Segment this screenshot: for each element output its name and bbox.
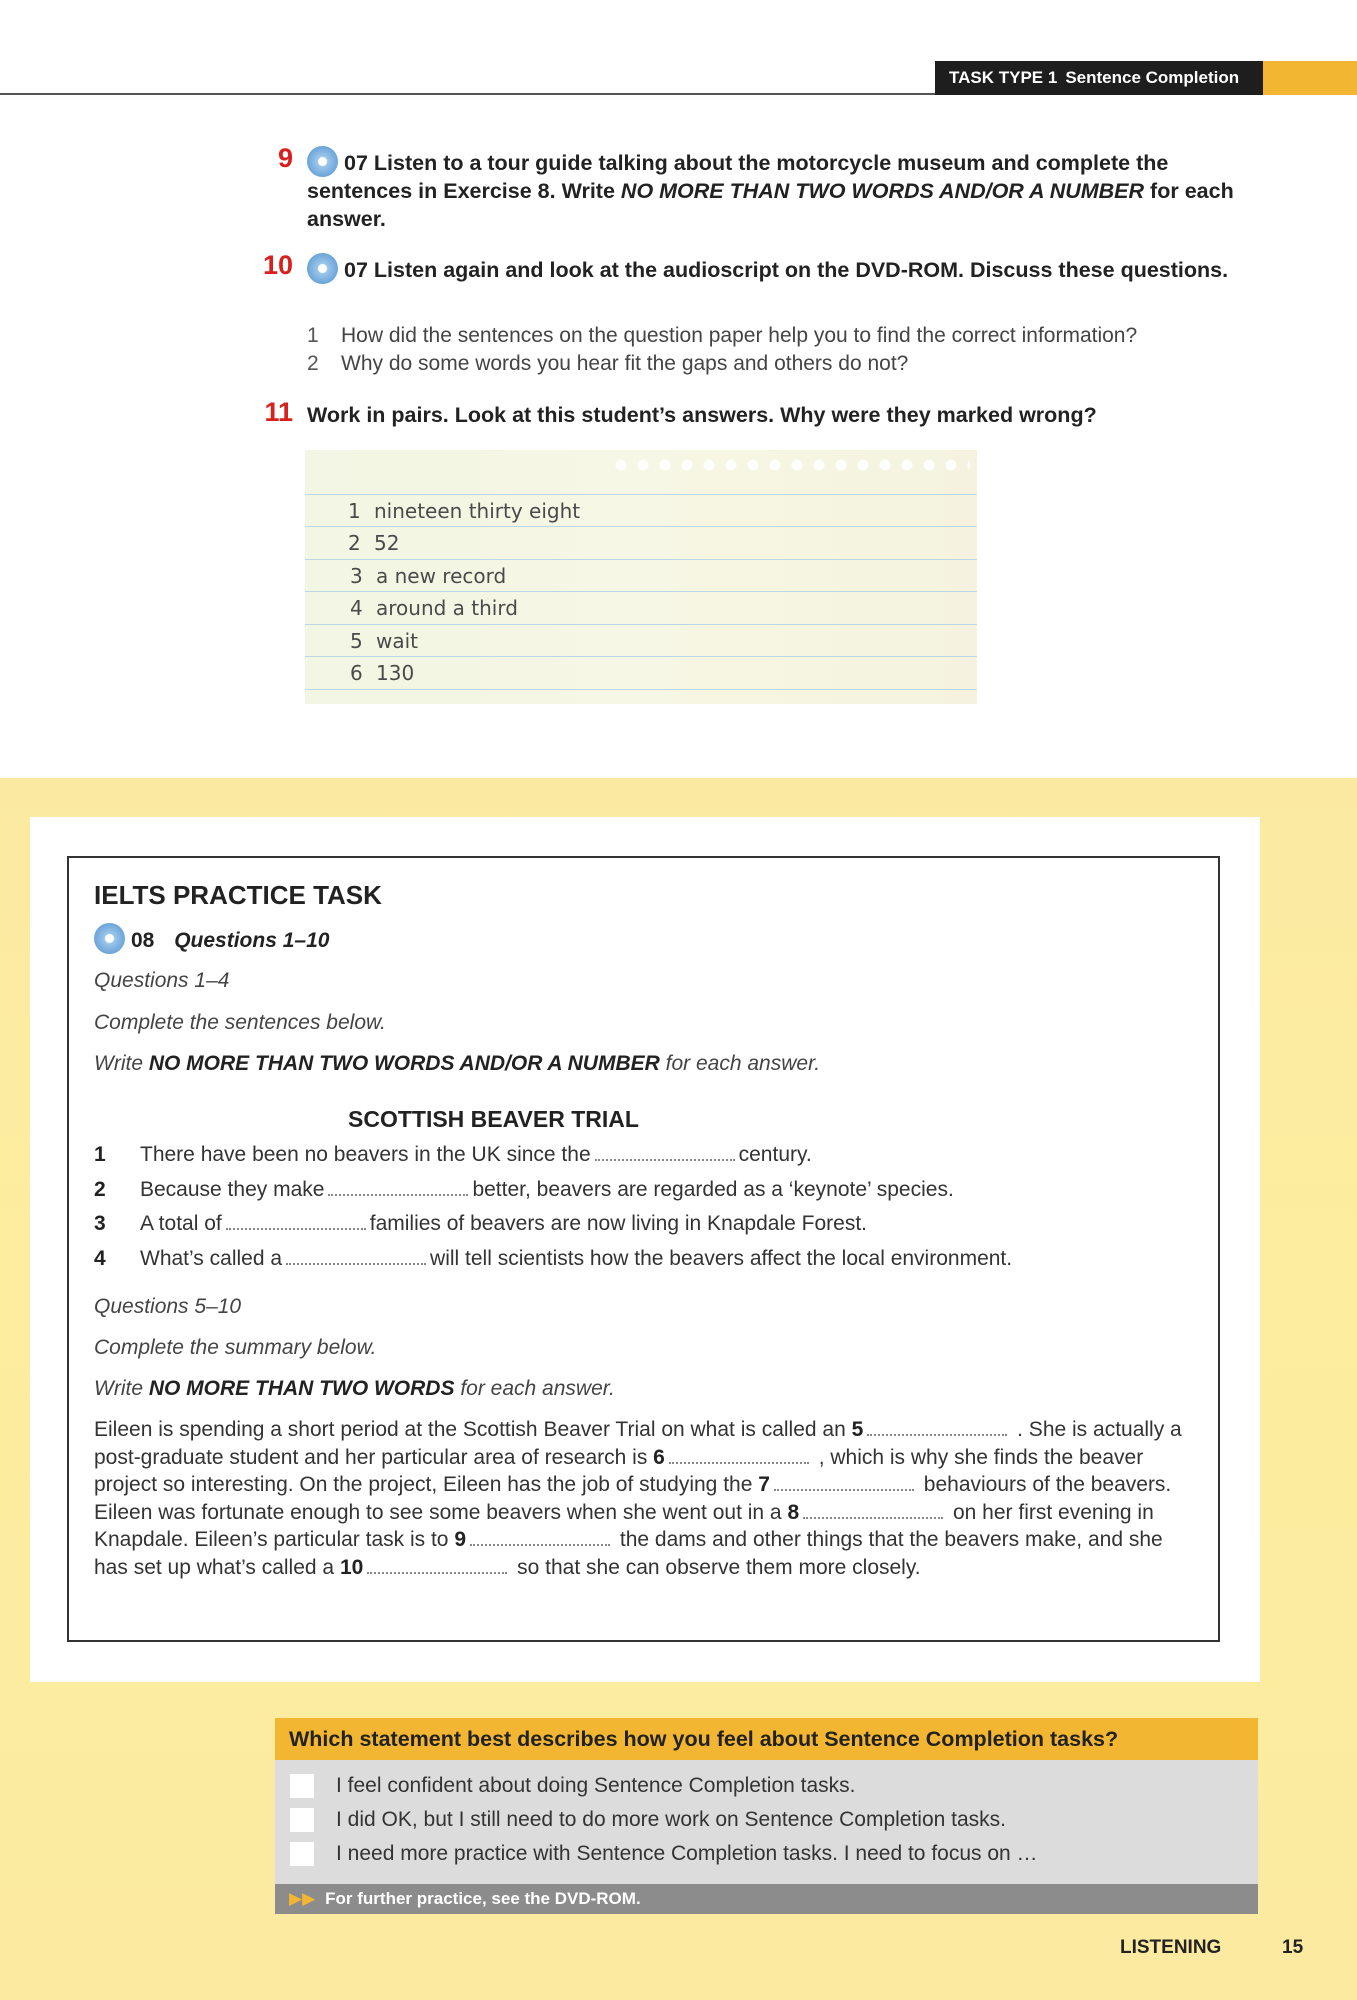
task-label-accent (1263, 61, 1357, 95)
notebook-line (305, 624, 977, 625)
notebook-line (305, 559, 977, 560)
answer-text: wait (376, 629, 419, 653)
page-number: 15 (1282, 1937, 1304, 1958)
task-type-name: Sentence Completion (1065, 68, 1240, 87)
notebook-line (305, 689, 977, 690)
option-label: I did OK, but I still need to do more work on Sentence Completion tasks. (336, 1808, 1007, 1831)
option-label: I need more practice with Sentence Completion tasks. I need to focus on … (336, 1842, 1038, 1865)
question-text: Why do some words you hear fit the gaps and others do not? (341, 352, 909, 375)
part1-word-limit (94, 1052, 820, 1076)
summary-text: Eileen is spending a short period at the Scottish Beaver Trial on what is called an (94, 1418, 846, 1441)
word-limit-bold: NO MORE THAN TWO WORDS AND/OR A NUMBER (148, 1052, 660, 1075)
answer-number: 3 (350, 564, 363, 588)
gap-number: 5 (851, 1418, 864, 1441)
answer-gap[interactable] (803, 1505, 943, 1519)
exercise-10-number: 10 (262, 250, 293, 280)
answer-text: around a third (376, 596, 518, 620)
summary-text: the dams and other things that the beavers make, and she has set up what’s called a (94, 1528, 1163, 1579)
exercise-9-text-b: sentences in Exercise 8. Write (307, 179, 615, 203)
answer-gap[interactable] (286, 1251, 426, 1265)
answer-gap[interactable] (774, 1477, 914, 1491)
practice-task-audio (94, 923, 329, 954)
answer-gap[interactable] (226, 1216, 366, 1230)
part2-heading: Questions 5–10 (94, 1295, 242, 1318)
checkbox[interactable] (290, 1808, 314, 1832)
section-title: SCOTTISH BEAVER TRIAL (348, 1106, 639, 1132)
answer-gap[interactable] (867, 1422, 1007, 1436)
answer-text: a new record (376, 564, 507, 588)
task-type-label (935, 61, 1263, 95)
exercise-9-number: 9 (277, 143, 293, 173)
answer-gap[interactable] (595, 1147, 735, 1161)
checkbox[interactable] (290, 1774, 314, 1798)
word-limit-bold: NO MORE THAN TWO WORDS (148, 1377, 455, 1400)
student-answer-2 (348, 531, 399, 555)
gap-number: 10 (339, 1555, 364, 1579)
option-label: I feel confident about doing Sentence Completion tasks. (336, 1774, 856, 1797)
notebook-line (305, 656, 977, 657)
part1-instruction: Complete the sentences below. (94, 1011, 386, 1034)
sentence-2 (94, 1178, 954, 1202)
exercise-10-question-2 (307, 350, 908, 378)
exercise-10-track: 07 (344, 258, 368, 282)
exercise-11-number: 11 (264, 397, 293, 427)
exercise-9-text-d: each answer. (307, 179, 1234, 231)
sentence-before: Because they make (140, 1178, 325, 1201)
student-answer-5 (350, 629, 418, 653)
summary-paragraph (94, 1416, 1184, 1581)
answer-number: 4 (350, 596, 363, 620)
self-assessment-option-1[interactable] (290, 1774, 856, 1798)
exercise-11-instruction: Work in pairs. Look at this student’s answers. Why were they marked wrong? (307, 403, 1097, 427)
answer-text: 52 (374, 531, 400, 555)
answer-number: 6 (350, 661, 363, 685)
word-limit-post: for each answer. (665, 1052, 821, 1075)
question-number: 2 (307, 352, 319, 375)
sentence-number: 3 (94, 1212, 106, 1235)
task-type-number: TASK TYPE 1 (949, 68, 1058, 87)
part2-instruction: Complete the summary below. (94, 1336, 377, 1359)
audio-cd-icon[interactable] (307, 146, 338, 177)
sentence-after: century. (738, 1143, 812, 1166)
further-practice-text: For further practice, see the DVD-ROM. (325, 1889, 641, 1908)
gap-number: 8 (787, 1500, 800, 1524)
notebook-holes (610, 459, 970, 471)
answer-gap[interactable] (367, 1560, 507, 1574)
answer-text: 130 (376, 661, 415, 685)
answer-number: 1 (348, 499, 361, 523)
part1-heading: Questions 1–4 (94, 969, 230, 992)
answer-number: 5 (350, 629, 363, 653)
answer-gap[interactable] (669, 1450, 809, 1464)
sentence-number: 4 (94, 1247, 106, 1270)
practice-task-title: IELTS PRACTICE TASK (94, 880, 382, 910)
notebook-line (305, 526, 977, 527)
section-footer-label: LISTENING (1120, 1937, 1222, 1958)
answer-gap[interactable] (328, 1182, 468, 1196)
word-limit-post: for each answer. (460, 1377, 615, 1400)
answer-gap[interactable] (470, 1532, 610, 1546)
checkbox[interactable] (290, 1842, 314, 1866)
summary-text: . She is actually a post-graduate student and her particular area of research is (94, 1418, 1182, 1469)
question-number: 1 (307, 324, 319, 347)
sentence-number: 2 (94, 1178, 106, 1201)
answer-text: nineteen thirty eight (374, 499, 581, 523)
practice-task-track: 08 (131, 929, 155, 952)
exercise-9-track: 07 (344, 151, 368, 175)
sentence-after: will tell scientists how the beavers affect the local environment. (430, 1247, 1013, 1270)
self-assessment-option-2[interactable] (290, 1808, 1006, 1832)
sentence-number: 1 (94, 1143, 106, 1166)
self-assessment-option-3[interactable] (290, 1842, 1038, 1866)
exercise-9-instruction (307, 146, 1267, 233)
student-answer-4 (350, 596, 518, 620)
further-practice-bar (275, 1884, 1258, 1914)
sentence-4 (94, 1247, 1012, 1271)
sentence-1 (94, 1143, 812, 1167)
gap-number: 6 (653, 1445, 665, 1469)
notebook-line (305, 591, 977, 592)
student-answer-3 (350, 564, 506, 588)
double-arrow-icon: ▶▶ (289, 1889, 316, 1908)
summary-text: , which is why she finds the beaver project so interesting. On the project, Eileen has the job of studying the (94, 1445, 1144, 1496)
sentence-after: better, beavers are regarded as a ‘keynote’ species. (472, 1178, 954, 1201)
exercise-9-text-a: Listen to a tour guide talking about the motorcycle museum and complete the (373, 151, 1169, 175)
student-answer-1 (348, 499, 580, 523)
question-text: How did the sentences on the question paper help you to find the correct information? (341, 324, 1138, 347)
summary-text: behaviours of the beavers. Eileen was fortunate enough to see some beavers when she went out in a (94, 1473, 1172, 1524)
gap-number: 7 (758, 1473, 770, 1496)
audio-cd-icon[interactable] (307, 253, 338, 284)
exercise-10-text-a: Listen again and look at the audioscript on the DVD-ROM. Discuss these (373, 258, 1115, 282)
self-assessment-question: Which statement best describes how you feel about Sentence Completion tasks? (275, 1718, 1258, 1760)
exercise-9-emphasis: NO MORE THAN TWO WORDS AND/OR A NUMBER (620, 179, 1145, 203)
student-answer-6 (350, 661, 414, 685)
answer-number: 2 (348, 531, 361, 555)
exercise-10-text-b: questions. (1120, 258, 1229, 282)
word-limit-pre: Write (94, 1052, 143, 1075)
sentence-before: There have been no beavers in the UK since the (140, 1143, 591, 1166)
sentence-before: What’s called a (140, 1247, 283, 1270)
word-limit-pre: Write (94, 1377, 143, 1400)
summary-text: on her first evening in Knapdale. Eileen’s particular task is to (94, 1500, 1154, 1551)
part2-word-limit (94, 1377, 615, 1401)
gap-number: 9 (454, 1528, 467, 1551)
practice-task-questions-range: Questions 1–10 (174, 929, 330, 952)
notebook-line (305, 494, 977, 495)
summary-text: so that she can observe them more closely. (517, 1555, 921, 1579)
exercise-10-question-1 (307, 322, 1137, 350)
exercise-9-text-c: for (1150, 179, 1179, 203)
sentence-before: A total of (140, 1212, 222, 1235)
sentence-3 (94, 1212, 867, 1236)
exercise-10-instruction (307, 253, 1267, 284)
sentence-after: families of beavers are now living in Knapdale Forest. (369, 1212, 867, 1235)
audio-cd-icon[interactable] (94, 923, 125, 954)
